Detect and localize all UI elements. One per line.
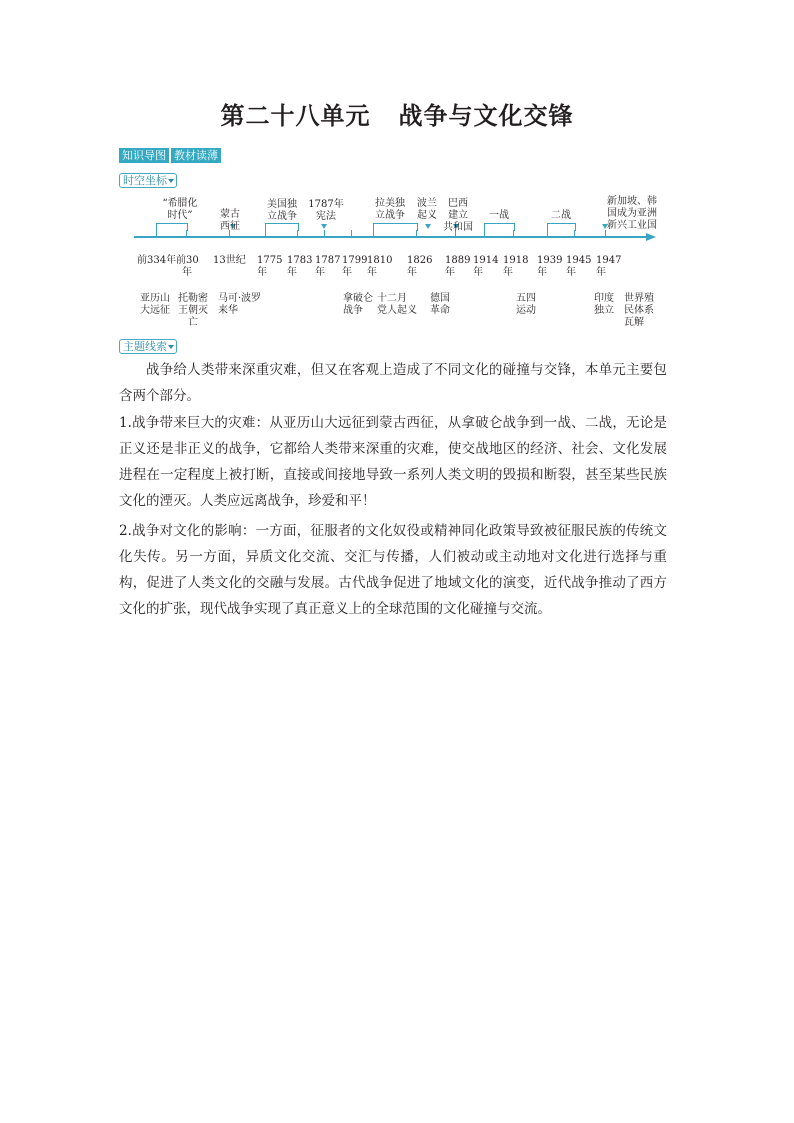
date-label: 1787 年 [315,255,341,278]
date-label: 13世纪 [213,255,246,266]
date-label: 1918 年 [503,255,529,278]
event-us-independence: 美国独 立战争 [267,199,297,222]
pointer-constitution [321,224,327,229]
tick [156,230,157,237]
tick [574,230,575,237]
date-label: 1939 年 [537,255,563,278]
bracket-latin-independence [373,223,418,231]
event-ww1: 一战 [489,210,509,221]
date-label: 前30 年 [176,255,199,278]
date-label: 1810 年 [367,255,393,278]
tick [484,230,485,237]
bracket-us-independence [265,223,299,231]
event-ptolemy: 托勒密 王朝灭 亡 [178,293,208,328]
bracket-ww2 [547,223,576,231]
bracket-ww1 [484,223,515,231]
tick [373,230,374,237]
event-decembrist: 十二月 党人起义 [377,293,417,316]
tick [265,230,266,237]
event-constitution: 1787年 宪法 [308,199,344,222]
date-label: 1947 年 [596,255,622,278]
event-alexander: 亚历山 大远征 [140,293,170,316]
event-india-independence: 印度 独立 [594,293,614,316]
date-label: 1775 年 [257,255,283,278]
bracket-hellenistic [156,223,188,231]
tick [416,230,417,237]
event-marco-polo: 马可·波罗 来华 [218,293,262,316]
date-label: 1889 年 [445,255,471,278]
event-brazil: 巴西 建立 共和国 [443,198,473,233]
date-label: 1945 年 [566,255,592,278]
event-poland: 波兰 起义 [417,198,437,221]
date-label: 1826 年 [407,255,433,278]
tick [547,230,548,237]
event-ww2: 二战 [551,210,571,221]
tick [297,230,298,237]
event-latin-independence: 拉美独 立战争 [375,198,405,221]
event-nics: 新加坡、韩 国成为亚洲 新兴工业国 [607,196,657,231]
page-title: 第二十八单元 战争与文化交锋 [220,102,574,130]
date-label: 1799 年 [342,255,368,278]
timeline-axis [134,236,646,238]
pointer-poland [425,224,431,229]
tick [324,230,325,237]
event-hellenistic: “希腊化 时代” [162,198,198,221]
event-napoleon: 拿破仑 战争 [343,293,373,316]
body-paragraph-2: 2.战争对文化的影响：一方面，征服者的文化奴役或精神同化政策导致被征服民族的传统文化失传。另一方面，异质文化交流、交汇与传播，人们被动或主动地对文化进行选择与重构，促进了人类文化的交融与发展。古代战争促进了地域文化的演变，近代战争推动了西方文化的扩张，现代战争实现了真正意义上的全球范围的文化碰撞与交流。 [119,523,667,617]
date-label: 1783 年 [287,255,313,278]
event-german-revolution: 德国 革命 [430,293,450,316]
intro-paragraph: 战争给人类带来深重灾难，但又在客观上造成了不同文化的碰撞与交锋，本单元主要包含两个部分。 [119,362,667,404]
event-mongol: 蒙古 西征 [220,209,240,232]
tag-textbook-reading: 教材读薄 [171,148,221,163]
tick [186,230,187,237]
timeline-arrow [646,233,656,241]
date-label: 1914 年 [473,255,499,278]
section-label-timeline: 时空坐标 [119,173,177,188]
header-tags [119,148,221,163]
tag-knowledge-map: 知识导图 [119,148,169,163]
event-colonial-collapse: 世界殖 民体系 瓦解 [624,293,654,328]
section-label-theme: 主题线索 [119,339,177,354]
tick [351,230,352,237]
event-may-fourth: 五四 运动 [516,293,536,316]
date-label: 前334年 [137,255,177,266]
tick [513,230,514,237]
body-paragraph-1: 1.战争带来巨大的灾难：从亚历山大远征到蒙古西征，从拿破仑战争到一战、二战，无论是正义还是非正义的战争，它都给人类带来深重的灾难，使交战地区的经济、社会、文化发展进程在一定程度上被打断，直接或间接地导致一系列人类文明的毁损和断裂，甚至某些民族文化的湮灭。人类应远离战争，珍爱和平！ [119,415,667,509]
